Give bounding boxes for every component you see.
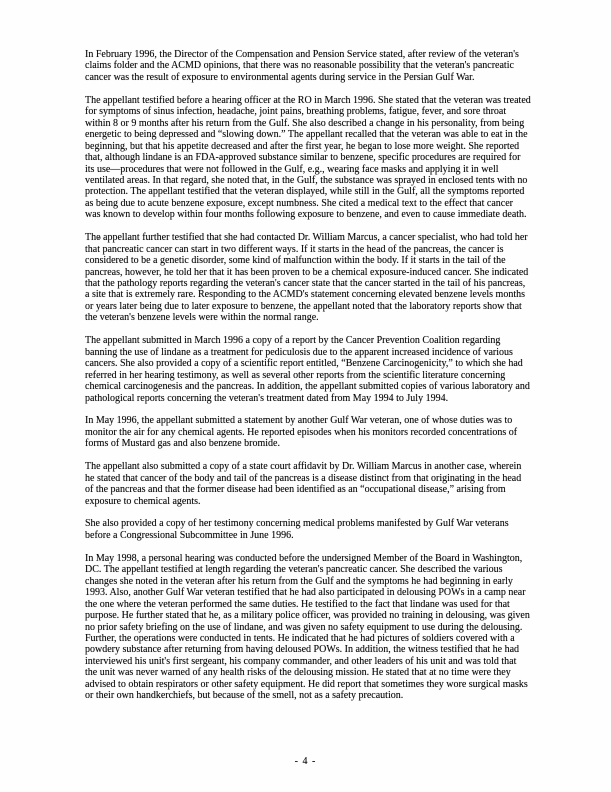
- paragraph-dr-marcus-testimony: The appellant further testified that she had contacted Dr. William Marcus, a cancer specialist, who had told her that pancreatic cancer can start in two different ways. If it starts in the head of the pancreas, the cancer is considered to be a genetic disorder, some kind of malfunction within the body. If it starts in the tail of the pancreas, however, he told her that it has been proven to be a chemical exposure-induced cancer. She indicated that the pathology reports regarding the veteran's cancer state that the cancer started in the tail of his pancreas, a site that is extremely rare. Responding to the ACMD's statement concerning elevated benzene levels months or years later being due to later exposure to benzene, the appellant noted that the laboratory reports show that the veteran's benzene levels were within the normal range.: [85, 232, 529, 324]
- document-body: [85, 49, 531, 713]
- paragraph-board-personal-hearing: In May 1998, a personal hearing was conducted before the undersigned Member of the Board in Washington, DC. The appellant testified at length regarding the veteran's pancreatic cancer. She described the various changes she noted in the veteran after his return from the Gulf and the symptoms he had beginning in early 1993. Also, another Gulf War veteran testified that he had also participated in delousing POWs in a camp near the one where the veteran performed the same duties. He testified to the fact that lindane was used for that purpose. He further stated that he, as a military police officer, was provided no training in delousing, was given no prior safety briefing on the use of lindane, and was given no safety equipment to use during the delousing. Further, the operations were conducted in tents. He indicated that he had pictures of soldiers covered with a powdery substance after returning from having deloused POWs. In addition, the witness testified that he had interviewed his unit's first sergeant, his company commander, and other leaders of his unit and was told that the unit was never warned of any health risks of the delousing mission. He stated that at no time were they advised to obtain respirators or other safety equipment. He did report that sometimes they wore surgical masks or their own handkerchiefs, but because of the smell, not as a safety precaution.: [85, 552, 530, 702]
- paragraph-congressional-subcommittee-testimony: She also provided a copy of her testimony concerning medical problems manifested by Gulf War veterans before a Congressional Subcommittee in June 1996.: [85, 518, 509, 541]
- paragraph-state-court-affidavit: The appellant also submitted a copy of a state court affidavit by Dr. William Marcus in another case, wherein he stated that cancer of the body and tail of the pancreas is a disease distinct from that originating in the head of the pancreas and that the former disease had been identified as an “occupational disease,” arising from exposure to chemical agents.: [85, 461, 522, 507]
- paragraph-ro-hearing-testimony: The appellant testified before a hearing officer at the RO in March 1996. She stated that the veteran was treated for symptoms of sinus infection, headache, joint pains, breathing problems, fatigue, fever, and sore throat within 8 or 9 months after his return from the Gulf. She also described a change in his personality, from being energetic to being depressed and “slowing down.” The appellant recalled that the veteran was able to eat in the beginning, but that his appetite decreased and after the first year, he began to lose more weight. She reported that, although lindane is an FDA-approved substance similar to benzene, specific procedures are required for its use—procedures that were not followed in the Gulf, e.g., wearing face masks and applying it in well ventilated areas. In that regard, she noted that, in the Gulf, the substance was sprayed in enclosed tents with no protection. The appellant testified that the veteran displayed, while still in the Gulf, all the symptoms reported as being due to acute benzene exposure, except numbness. She cited a medical text to the effect that cancer was known to develop within four months following exposure to benzene, and even to cause immediate death.: [85, 94, 531, 221]
- page-number: - 4 -: [294, 756, 317, 767]
- paragraph-gulf-war-veteran-statement: In May 1996, the appellant submitted a statement by another Gulf War veteran, one of whose duties was to monitor the air for any chemical agents. He reported episodes when his monitors recorded concentrations of forms of Mustard gas and also benzene bromide.: [85, 415, 518, 450]
- paragraph-cancer-prevention-coalition-report: The appellant submitted in March 1996 a copy of a report by the Cancer Prevention Coalition regarding banning the use of lindane as a treatment for pediculosis due to the apparent increased incidence of various cancers. She also provided a copy of a scientific report entitled, “Benzene Carcinogenicity,” to which she had referred in her hearing testimony, as well as several other reports from the scientific literature concerning chemical carcinogenesis and the pancreas. In addition, the appellant submitted copies of various laboratory and pathological reports concerning the veteran's treatment dated from May 1994 to July 1994.: [85, 335, 530, 404]
- paragraph-compensation-pension-opinion: In February 1996, the Director of the Compensation and Pension Service stated, after review of the veteran's claims folder and the ACMD opinions, that there was no reasonable possibility that the veteran's pancreatic cancer was the result of exposure to environmental agents during service in the Persian Gulf War.: [85, 49, 519, 83]
